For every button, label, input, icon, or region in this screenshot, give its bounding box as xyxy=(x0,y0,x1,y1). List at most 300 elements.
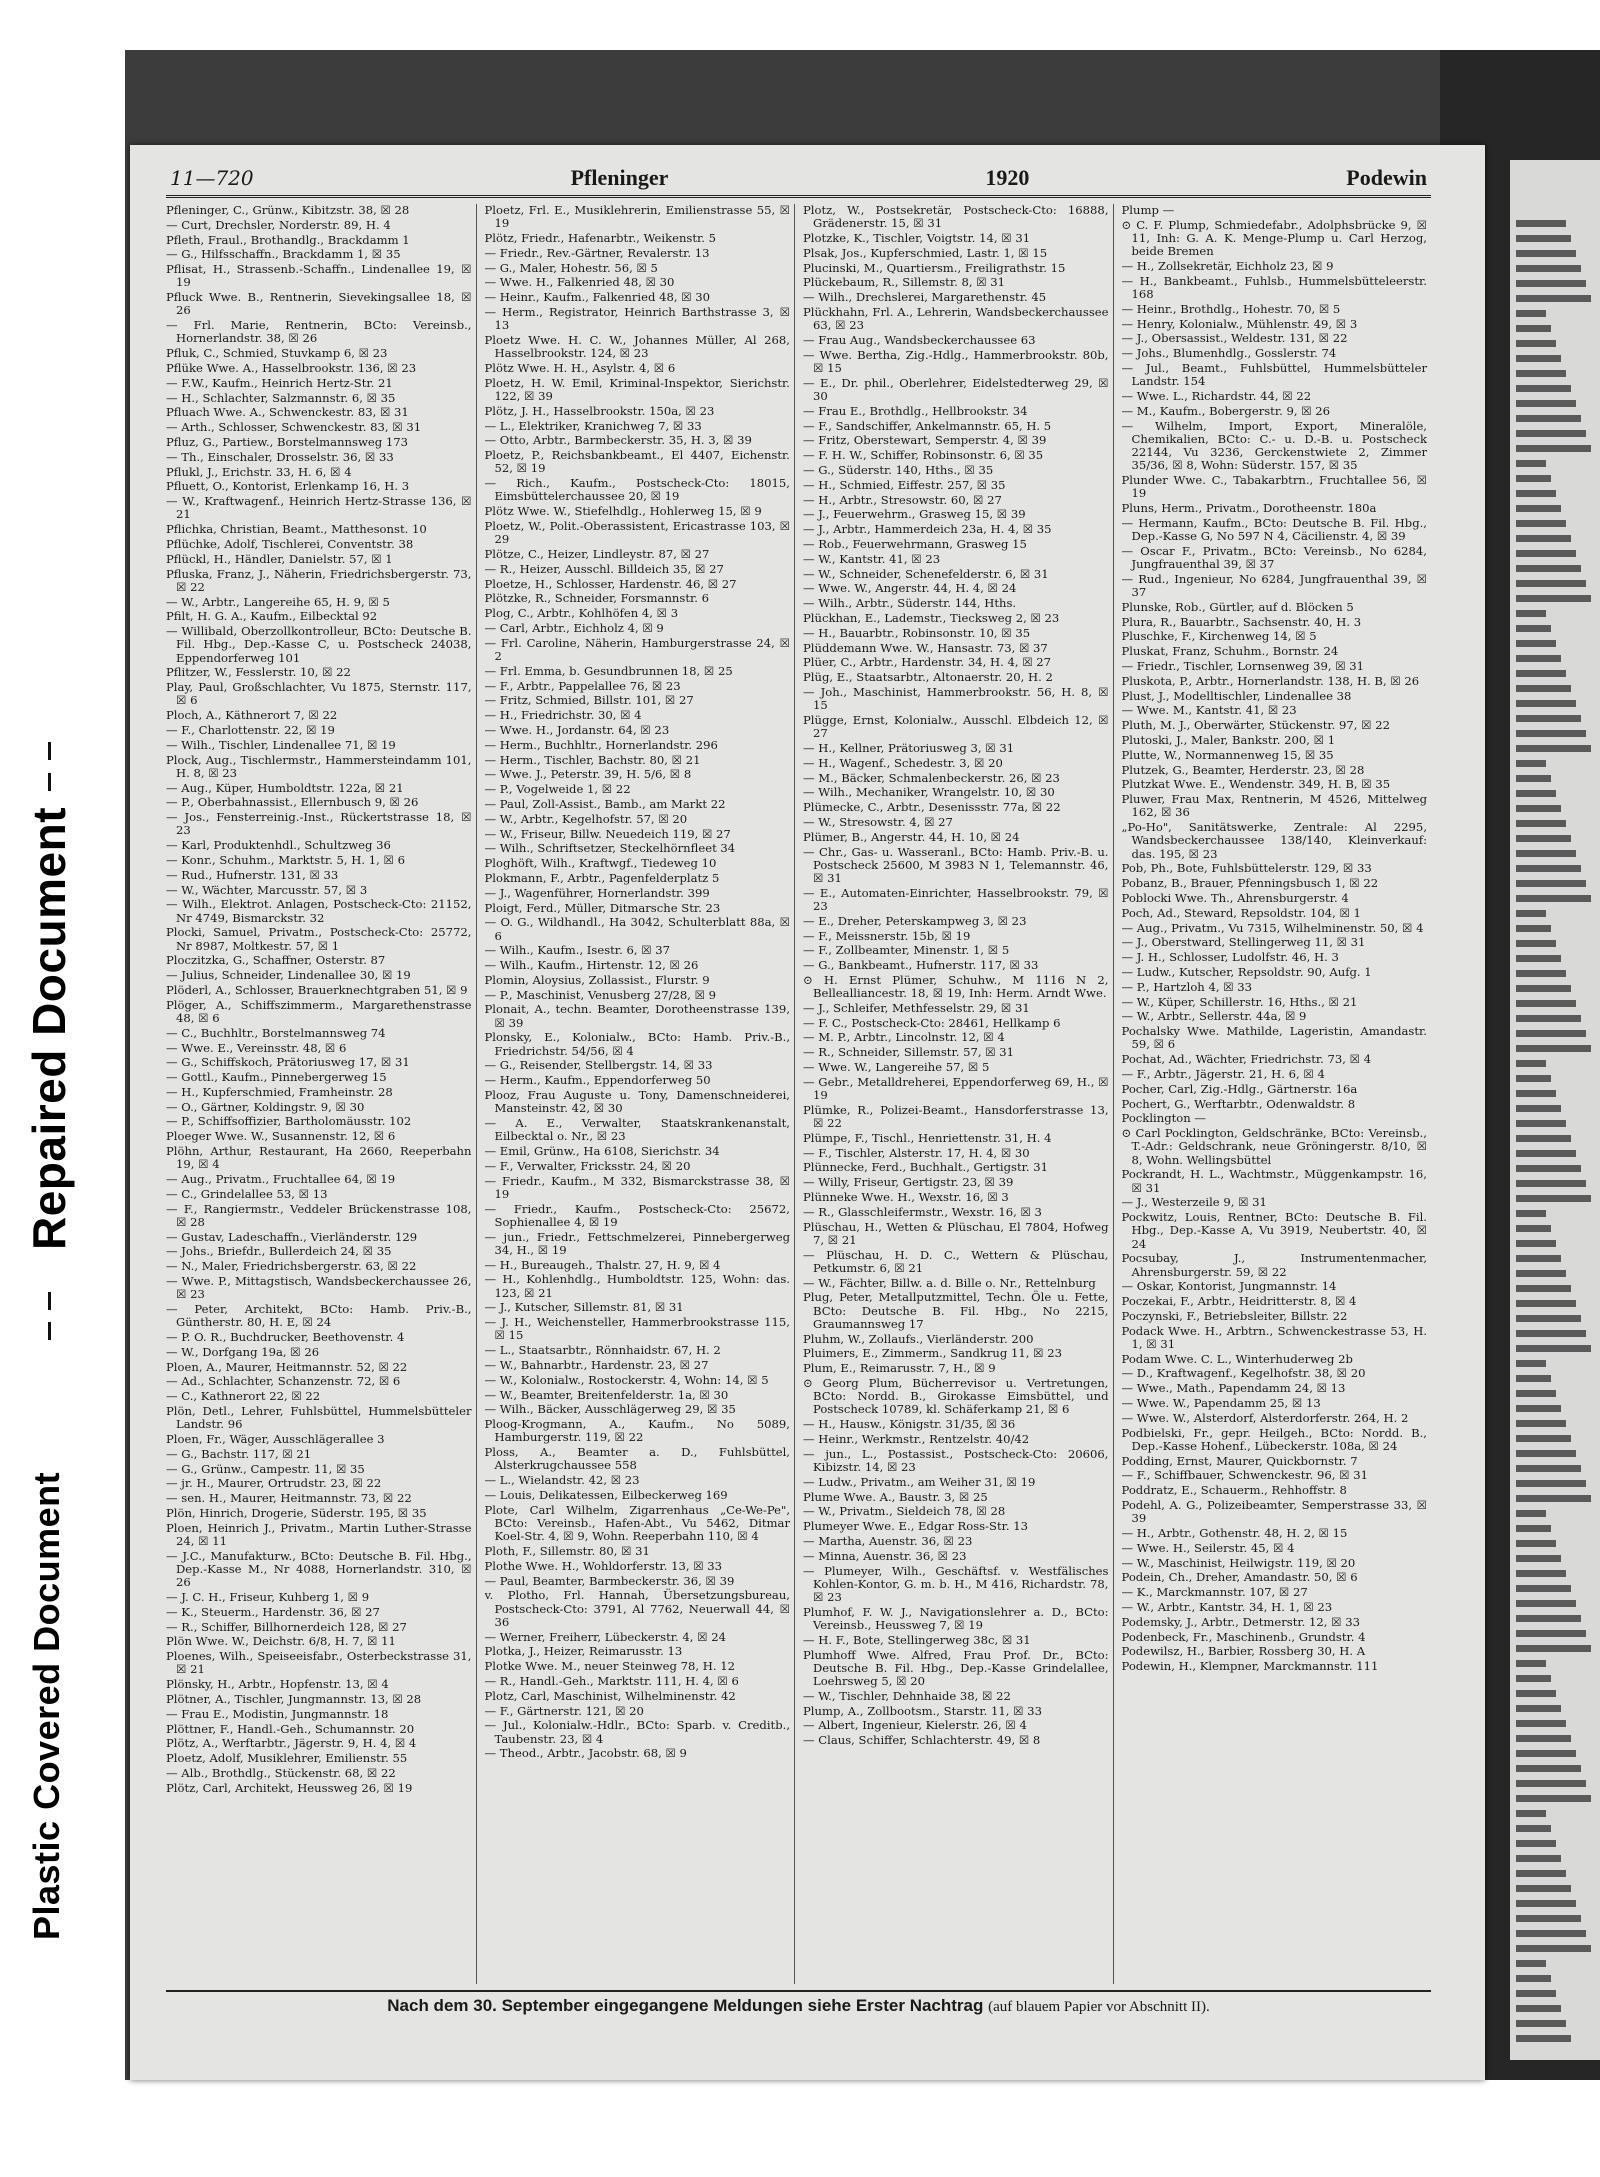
directory-entry: Plötz, Carl, Architekt, Heussweg 26, ☒ 19 xyxy=(166,1780,413,1795)
directory-entry: — R., Handl.-Geh., Marktstr. 111, H. 4, ☒ 6 xyxy=(484,1674,739,1689)
directory-entry: Pochat, Ad., Wächter, Friedrichstr. 73, ☒ 4 xyxy=(1121,1052,1372,1067)
directory-entry: Ploenes, Wilh., Speiseeisfabr., Osterbeckstrasse 31, ☒ 21 xyxy=(166,1649,472,1677)
directory-entry: — F.W., Kaufm., Heinrich Hertz-Str. 21 xyxy=(166,375,393,390)
directory-entry: Plüschau, H., Wetten & Plüschau, El 7804, Hofweg 7, ☒ 21 xyxy=(803,1219,1109,1247)
directory-entry: Plutte, W., Normannenweg 15, ☒ 35 xyxy=(1121,747,1334,762)
repaired-document-stamp: Repaired Document xyxy=(23,806,75,1250)
adjacent-text-stroke xyxy=(1516,835,1571,842)
directory-entry: Pfluett, O., Kontorist, Erlenkamp 16, H. 3 xyxy=(166,479,410,494)
directory-entry: „Po-Ho", Sanitätswerke, Zentrale: Al 2295, Wandsbeckerchaussee 138/140, Kleinverkauf: das. 195, ☒ 23 xyxy=(1121,820,1427,861)
adjacent-text-stroke xyxy=(1516,1465,1581,1472)
directory-entry: — Paul, Zoll-Assist., Bamb., am Markt 22 xyxy=(484,796,726,811)
directory-entry: Plotzke, K., Tischler, Voigtstr. 14, ☒ 31 xyxy=(803,231,1031,245)
adjacent-text-stroke xyxy=(1516,1300,1576,1307)
directory-entry: — Jul., Kolonialw.-Hdlr., BCto: Sparb. v. Creditb., Taubenstr. 23, ☒ 4 xyxy=(484,1718,790,1746)
directory-entry: — F., Gärtnerstr. 121, ☒ 20 xyxy=(484,1703,644,1718)
directory-entry: — Frl. Caroline, Näherin, Hamburgerstrasse 24, ☒ 2 xyxy=(484,635,790,663)
directory-entry: Ploth, F., Sillemstr. 80, ☒ 31 xyxy=(484,1544,650,1559)
adjacent-text-stroke xyxy=(1516,250,1576,257)
directory-entry: Ploetz, Frl. E., Musiklehrerin, Emilienstrasse 55, ☒ 19 xyxy=(484,204,790,231)
directory-entry: — Wwe. Bertha, Zig.-Hdlg., Hammerbrookstr. 80b, ☒ 15 xyxy=(803,347,1109,375)
directory-entry: Podewin, H., Klempner, Marckmannstr. 111 xyxy=(1121,1659,1379,1674)
adjacent-text-stroke xyxy=(1516,295,1591,302)
adjacent-text-stroke xyxy=(1516,1495,1591,1502)
adjacent-text-stroke xyxy=(1516,1165,1581,1172)
directory-entry: — P., Vogelweide 1, ☒ 22 xyxy=(484,782,631,797)
directory-entry: — jun., L., Postassist., Postscheck-Cto: 20606, Kibizstr. 14, ☒ 23 xyxy=(803,1446,1109,1475)
adjacent-text-stroke xyxy=(1516,655,1561,662)
adjacent-text-stroke xyxy=(1516,1000,1576,1007)
directory-entry: — Th., Einschaler, Drosselstr. 36, ☒ 33 xyxy=(166,449,394,464)
directory-entry: — Werner, Freiherr, Lübeckerstr. 4, ☒ 24 xyxy=(484,1629,726,1644)
directory-entry: — Chr., Gas- u. Wasseranl., BCto: Hamb. Priv.-B. u. Postscheck 25600, M 3983 N 1, Telemannstr. 46, ☒ 31 xyxy=(803,844,1109,885)
directory-entry: Ploetz, W., Polit.-Oberassistent, Ericastrasse 103, ☒ 29 xyxy=(484,518,790,547)
directory-entry: Plümer, B., Angerstr. 44, H. 10, ☒ 24 xyxy=(803,829,1020,844)
directory-entry: Plumhoff Wwe. Alfred, Frau Prof. Dr., BCto: Deutsche B. Fil. Hbg., Dep.-Kasse Grindelallee, Loehrsweg 5, ☒ 20 xyxy=(803,1647,1109,1689)
adjacent-text-stroke xyxy=(1516,1225,1551,1232)
directory-entry: Pluns, Herm., Privatm., Dorotheenstr. 180a xyxy=(1121,500,1377,515)
directory-entry: — Ludw., Kutscher, Repsoldstr. 90, Aufg. 1 xyxy=(1121,964,1372,979)
adjacent-text-stroke xyxy=(1516,1525,1551,1532)
adjacent-text-stroke xyxy=(1516,805,1561,812)
directory-entry: — Wilh., Arbtr., Süderstr. 144, Hths. xyxy=(803,596,1017,611)
directory-entry: Pfleninger, C., Grünw., Kibitzstr. 38, ☒ 28 xyxy=(166,204,410,217)
directory-entry: — Wwe. W., Alsterdorf, Alsterdorferstr. 264, H. 2 xyxy=(1121,1410,1409,1425)
directory-entry: — M., Kaufm., Bobergerstr. 9, ☒ 26 xyxy=(1121,403,1331,418)
adjacent-text-stroke xyxy=(1516,1885,1571,1892)
directory-entry: — W., Wächter, Marcusstr. 57, ☒ 3 xyxy=(166,882,368,897)
directory-entry: — H., Zollsekretär, Eichholz 23, ☒ 9 xyxy=(1121,259,1334,273)
adjacent-text-stroke xyxy=(1516,865,1581,872)
directory-entry: — Paul, Beamter, Barmbeckerstr. 36, ☒ 39 xyxy=(484,1573,735,1588)
directory-entry: Pfluk, C., Schmied, Stuvkamp 6, ☒ 23 xyxy=(166,346,388,361)
directory-entry: Ploetz, P., Reichsbankbeamt., El 4407, Eichenstr. 52, ☒ 19 xyxy=(484,448,790,476)
directory-entry: Plum, E., Reimarusstr. 7, H., ☒ 9 xyxy=(803,1361,996,1376)
adjacent-text-stroke xyxy=(1516,1990,1556,1997)
directory-entry: — K., Marckmannstr. 107, ☒ 27 xyxy=(1121,1585,1308,1600)
directory-entry: — Hermann, Kaufm., BCto: Deutsche B. Fil. Hbg., Dep.-Kasse G, No 597 N 4, Cäcilienstr. 4, ☒ 39 xyxy=(1121,515,1427,543)
adjacent-text-stroke xyxy=(1516,1630,1586,1637)
directory-entry: — Wilh., Kaufm., Hirtenstr. 12, ☒ 26 xyxy=(484,958,699,973)
directory-entry: Plump, A., Zollbootsm., Starstr. 11, ☒ 33 xyxy=(803,1703,1042,1718)
adjacent-text-stroke xyxy=(1516,1705,1561,1712)
adjacent-text-stroke xyxy=(1516,1240,1556,1247)
directory-entry: — H., Kohlenhdlg., Humboldtstr. 125, Wohn: das. 123, ☒ 21 xyxy=(484,1272,790,1300)
directory-entry: — jun., Friedr., Fettschmelzerei, Pinnebergerweg 34, H., ☒ 19 xyxy=(484,1229,790,1257)
directory-entry: Pflückl, H., Händler, Danielstr. 57, ☒ 1 xyxy=(166,551,393,566)
directory-entry: — Gottl., Kaufm., Pinnebergerweg 15 xyxy=(166,1070,387,1085)
directory-entry: Pflisat, H., Strassenb.-Schaffn., Lindenallee 19, ☒ 19 xyxy=(166,262,472,290)
directory-entry: — Wwe. L., Richardstr. 44, ☒ 22 xyxy=(1121,388,1312,403)
directory-entry: Poczynski, F., Betriebsleiter, Billstr. 22 xyxy=(1121,1308,1348,1323)
adjacent-text-stroke xyxy=(1516,1060,1546,1067)
adjacent-text-stroke xyxy=(1516,430,1586,437)
directory-entry: — Julius, Schneider, Lindenallee 30, ☒ 19 xyxy=(166,968,411,983)
adjacent-text-stroke xyxy=(1516,2005,1561,2012)
directory-entry: — Oscar F., Privatm., BCto: Vereinsb., No 6284, Jungfrauenthal 39, ☒ 37 xyxy=(1121,543,1427,571)
directory-entry: — F., Arbtr., Pappelallee 76, ☒ 23 xyxy=(484,678,681,693)
directory-entry: — Aug., Küper, Humboldtstr. 122a, ☒ 21 xyxy=(166,780,404,795)
adjacent-text-stroke xyxy=(1516,1540,1556,1547)
directory-entry: — L., Elektriker, Kranichweg 7, ☒ 33 xyxy=(484,418,702,433)
directory-entry: — Arth., Schlosser, Schwenckestr. 83, ☒ 31 xyxy=(166,420,422,435)
adjacent-text-stroke xyxy=(1516,2035,1571,2042)
adjacent-page-edge xyxy=(1510,160,1600,2060)
directory-entry: — R., Heizer, Ausschl. Billdeich 35, ☒ 27 xyxy=(484,561,724,576)
directory-entry: — J. C. H., Friseur, Kuhberg 1, ☒ 9 xyxy=(166,1590,370,1605)
directory-entry: — J., Kutscher, Sillemstr. 81, ☒ 31 xyxy=(484,1300,684,1315)
directory-entry: — Claus, Schiffer, Schlachterstr. 49, ☒ 8 xyxy=(803,1733,1041,1748)
directory-entry: Ploch, A., Käthnerort 7, ☒ 22 xyxy=(166,708,338,723)
directory-entry: — Herm., Buchhltr., Hornerlandstr. 296 xyxy=(484,737,718,752)
directory-entry: — Rich., Kaufm., Postscheck-Cto: 18015, Eimsbüttelerchaussee 20, ☒ 19 xyxy=(484,476,790,504)
directory-entry: — P., Hartzloh 4, ☒ 33 xyxy=(1121,979,1253,994)
adjacent-text-stroke xyxy=(1516,1270,1566,1277)
directory-entry: — Rud., Ingenieur, No 6284, Jungfrauenthal 39, ☒ 37 xyxy=(1121,571,1427,599)
directory-entry: ⊙ Carl Pocklington, Geldschränke, BCto: Vereinsb., T.-Adr.: Geldschrank, neue Gröningerstr. 8/10, ☒ 8, Wohn. Wellingsbüttel xyxy=(1121,1126,1427,1167)
directory-entry: — Konr., Schuhm., Marktstr. 5, H. 1, ☒ 6 xyxy=(166,852,405,867)
adjacent-text-stroke xyxy=(1516,1750,1576,1757)
directory-entry: — Wilh., Bäcker, Ausschlägerweg 29, ☒ 35 xyxy=(484,1402,736,1417)
directory-entry: — Aug., Privatm., Fruchtallee 64, ☒ 19 xyxy=(166,1172,396,1187)
directory-entry: Plümpe, F., Tischl., Henriettenstr. 31, H. 4 xyxy=(803,1130,1052,1145)
adjacent-text-stroke xyxy=(1516,220,1566,227)
directory-entry: Pob, Ph., Bote, Fuhlsbüttelerstr. 129, ☒ 33 xyxy=(1121,861,1372,876)
directory-entry: — F., Zollbeamter, Minenstr. 1, ☒ 5 xyxy=(803,943,1010,958)
directory-entry: — Aug., Privatm., Vu 7315, Wilhelminenstr. 50, ☒ 4 xyxy=(1121,920,1424,935)
directory-entry: — G., Bachstr. 117, ☒ 21 xyxy=(166,1446,312,1461)
directory-entry: — Martha, Auenstr. 36, ☒ 23 xyxy=(803,1534,973,1549)
directory-entry: Plümecke, C., Arbtr., Desenissstr. 77a, ☒ 22 xyxy=(803,800,1061,815)
adjacent-text-stroke xyxy=(1516,580,1586,587)
adjacent-text-stroke xyxy=(1516,490,1556,497)
adjacent-text-stroke xyxy=(1516,1915,1581,1922)
directory-entry: Plokmann, F., Arbtr., Pagenfelderplatz 5 xyxy=(484,870,720,885)
directory-entry: Pluskat, Franz, Schuhm., Bornstr. 24 xyxy=(1121,644,1339,659)
adjacent-text-stroke xyxy=(1516,1195,1591,1202)
directory-entry: — W., Kantstr. 41, ☒ 23 xyxy=(803,551,941,566)
adjacent-text-stroke xyxy=(1516,1960,1546,1967)
directory-entry: — Jos., Fensterreinig.-Inst., Rückertstrasse 18, ☒ 23 xyxy=(166,810,472,838)
directory-entry: Pfluz, G., Partiew., Borstelmannsweg 173 xyxy=(166,434,408,449)
adjacent-text-stroke xyxy=(1516,1765,1581,1772)
directory-entry: — Heinr., Brothdlg., Hohestr. 70, ☒ 5 xyxy=(1121,301,1341,316)
directory-entry: — Frau Aug., Wandsbeckerchaussee 63 xyxy=(803,332,1036,347)
directory-entry: — H. F., Bote, Stellingerweg 38c, ☒ 31 xyxy=(803,1632,1031,1647)
directory-entry: Pluwer, Frau Max, Rentnerin, M 4526, Mittelweg 162, ☒ 36 xyxy=(1121,792,1427,820)
directory-entry: Plotz, Carl, Maschinist, Wilhelminenstr. 42 xyxy=(484,1688,736,1703)
directory-entry: — J. H., Weichensteller, Hammerbrookstrasse 115, ☒ 15 xyxy=(484,1315,790,1343)
header-year: 1920 xyxy=(985,165,1030,190)
directory-entry: — Friedr., Rev.-Gärtner, Revalerstr. 13 xyxy=(484,245,710,260)
directory-entry: — H., Schlachter, Salzmannstr. 6, ☒ 35 xyxy=(166,390,396,405)
adjacent-text-stroke xyxy=(1516,1375,1551,1382)
adjacent-text-stroke xyxy=(1516,1645,1591,1652)
stamp-dash xyxy=(48,773,51,791)
directory-entry: Plutoski, J., Maler, Bankstr. 200, ☒ 1 xyxy=(1121,732,1336,747)
adjacent-text-stroke xyxy=(1516,1930,1586,1937)
directory-entry: — J.C., Manufakturw., BCto: Deutsche B. Fil. Hbg., Dep.-Kasse M., Nr 4088, Hornerlandstr. 310, ☒ 26 xyxy=(166,1548,472,1590)
directory-entry: Plura, R., Bauarbtr., Sachsenstr. 40, H. 3 xyxy=(1121,614,1362,629)
directory-entry: Podein, Ch., Dreher, Amandastr. 50, ☒ 6 xyxy=(1121,1570,1358,1585)
directory-entry: — Albert, Ingenieur, Kielerstr. 26, ☒ 4 xyxy=(803,1718,1027,1733)
directory-entry: — C., Grindelallee 53, ☒ 13 xyxy=(166,1186,328,1201)
adjacent-text-stroke xyxy=(1516,1585,1571,1592)
adjacent-text-stroke xyxy=(1516,460,1546,467)
directory-entry: Pobanz, B., Brauer, Pfenningsbusch 1, ☒ 22 xyxy=(1121,876,1379,891)
directory-entry: — P., Oberbahnassist., Ellernbusch 9, ☒ 26 xyxy=(166,795,419,810)
directory-entry: — Willy, Friseur, Gertigstr. 23, ☒ 39 xyxy=(803,1175,1014,1190)
directory-entry: Pluskota, P., Arbtr., Hornerlandstr. 138, H. B, ☒ 26 xyxy=(1121,673,1420,688)
directory-entry: — F., Sandschiffer, Ankelmannstr. 65, H. 5 xyxy=(803,418,1052,433)
directory-entry: — Wilhelm, Import, Export, Mineralöle, Chemikalien, BCto: C.- u. D.-B. u. Postscheck 22144, Vu 3236, Gerckenstwiete 2, Zimmer 35/36, ☒ 8, Wohn: Süderstr. 157, ☒ 35 xyxy=(1121,418,1427,473)
directory-page xyxy=(130,145,1485,2080)
adjacent-text-stroke xyxy=(1516,1450,1576,1457)
plastic-covered-stamp: Plastic Covered Document xyxy=(26,1471,67,1940)
directory-entry: Plückebaum, R., Sillemstr. 8, ☒ 31 xyxy=(803,275,1006,290)
directory-entry: — H., Schmied, Eiffestr. 257, ☒ 35 xyxy=(803,477,1006,492)
directory-entry: — Otto, Arbtr., Barmbeckerstr. 35, H. 3, ☒ 39 xyxy=(484,433,752,448)
directory-entry: Plötz, J. H., Hasselbrookstr. 150a, ☒ 23 xyxy=(484,403,715,418)
directory-entry: — Wwe. P., Mittagstisch, Wandsbeckerchaussee 26, ☒ 23 xyxy=(166,1274,472,1302)
directory-entry: — F., Meissnerstr. 15b, ☒ 19 xyxy=(803,928,971,943)
directory-entry: — Wwe. H., Seilerstr. 45, ☒ 4 xyxy=(1121,1540,1295,1555)
adjacent-text-stroke xyxy=(1516,850,1576,857)
directory-entry: Plumhof, F. W. J., Navigationslehrer a. D., BCto: Vereinsb., Heussweg 7, ☒ 19 xyxy=(803,1604,1109,1633)
adjacent-text-stroke xyxy=(1516,610,1546,617)
adjacent-text-stroke xyxy=(1516,1255,1561,1262)
adjacent-text-stroke xyxy=(1516,1840,1556,1847)
directory-entry: Pflüke Wwe. A., Hasselbrookstr. 136, ☒ 23 xyxy=(166,360,417,375)
directory-entry: — Johs., Briefdr., Bullerdeich 24, ☒ 35 xyxy=(166,1244,392,1259)
directory-entry: — Rud., Hufnerstr. 131, ☒ 33 xyxy=(166,867,339,882)
directory-entry: — P., Schiffsoffizier, Bartholomäusstr. 102 xyxy=(166,1114,412,1129)
directory-entry: — J., Feuerwehrm., Grasweg 15, ☒ 39 xyxy=(803,507,1026,522)
directory-entry: Pochert, G., Werftarbtr., Odenwaldstr. 8 xyxy=(1121,1096,1356,1111)
directory-entry: Plutzkat Wwe. E., Wendenstr. 349, H. B, ☒ 35 xyxy=(1121,777,1391,792)
directory-entry: — jr. H., Maurer, Ortrudstr. 23, ☒ 22 xyxy=(166,1476,382,1491)
adjacent-text-stroke xyxy=(1516,1900,1576,1907)
directory-entry: — Wilh., Tischler, Lindenallee 71, ☒ 19 xyxy=(166,737,396,752)
directory-entry: Plüddemann Wwe. W., Hansastr. 73, ☒ 37 xyxy=(803,640,1048,655)
directory-column-2 xyxy=(485,204,796,1984)
directory-entry: Pfluska, Franz, J., Näherin, Friedrichsbergerstr. 73, ☒ 22 xyxy=(166,566,472,594)
adjacent-text-stroke xyxy=(1516,1780,1586,1787)
adjacent-text-stroke xyxy=(1516,1075,1551,1082)
directory-entry: — P., Maschinist, Venusberg 27/28, ☒ 9 xyxy=(484,987,717,1002)
directory-entry: — W., Küper, Schillerstr. 16, Hths., ☒ 21 xyxy=(1121,994,1358,1009)
directory-entry: Plückhan, E., Lademstr., Tiecksweg 2, ☒ 23 xyxy=(803,610,1060,625)
directory-entry: — Ad., Schlachter, Schanzenstr. 72, ☒ 6 xyxy=(166,1374,401,1389)
adjacent-text-stroke xyxy=(1516,280,1586,287)
directory-entry: Plönsky, H., Arbtr., Hopfenstr. 13, ☒ 4 xyxy=(166,1677,389,1692)
directory-entry: — W., Beamter, Breitenfelderstr. 1a, ☒ 30 xyxy=(484,1387,729,1402)
directory-entry: Poblocki Wwe. Th., Ahrensburgerstr. 4 xyxy=(1121,890,1349,905)
directory-entry: — F., Rangiermstr., Veddeler Brückenstrasse 108, ☒ 28 xyxy=(166,1201,472,1229)
directory-entry: Plog, C., Arbtr., Kohlhöfen 4, ☒ 3 xyxy=(484,606,679,621)
adjacent-text-stroke xyxy=(1516,1210,1546,1217)
directory-entry: — W., Arbtr., Sellerstr. 44a, ☒ 9 xyxy=(1121,1009,1307,1024)
adjacent-text-stroke xyxy=(1516,385,1571,392)
directory-entry: Plötz Wwe. H. H., Asylstr. 4, ☒ 6 xyxy=(484,360,676,375)
adjacent-text-stroke xyxy=(1516,925,1551,932)
page-footer xyxy=(166,1990,1431,2016)
directory-entry: — Herm., Tischler, Bachstr. 80, ☒ 21 xyxy=(484,752,701,767)
adjacent-text-stroke xyxy=(1516,1285,1571,1292)
directory-entry: — Emil, Grünw., Ha 6108, Sierichstr. 34 xyxy=(484,1144,720,1159)
directory-entry: Ploghöft, Wilh., Kraftwgf., Tiedeweg 10 xyxy=(484,856,717,871)
directory-entry: Poddratz, E., Schauerm., Rehhoffstr. 8 xyxy=(1121,1483,1347,1498)
directory-entry: — Karl, Produktenhdl., Schultzweg 36 xyxy=(166,838,391,853)
page-content xyxy=(166,165,1431,2055)
directory-entry: Pfluck Wwe. B., Rentnerin, Sievekingsallee 18, ☒ 26 xyxy=(166,290,472,318)
adjacent-text-stroke xyxy=(1516,910,1546,917)
directory-entry: — J. H., Schlosser, Ludolfstr. 46, H. 3 xyxy=(1121,950,1339,965)
directory-entry: Podehl, A. G., Polizeibeamter, Semperstrasse 33, ☒ 39 xyxy=(1121,1498,1427,1526)
directory-entry: Plug, Peter, Metallputzmittel, Techn. Öle u. Fette, BCto: Deutsche B. Fil. Hbg., No 2215, Graumannsweg 17 xyxy=(803,1290,1109,1331)
directory-entry: — H., Kupferschmied, Framheinstr. 28 xyxy=(166,1084,393,1099)
adjacent-text-stroke xyxy=(1516,985,1571,992)
directory-entry: Ploetze, H., Schlosser, Hardenstr. 46, ☒ 27 xyxy=(484,576,737,591)
directory-entry: — J., Westerzeile 9, ☒ 31 xyxy=(1121,1195,1267,1210)
directory-entry: Podenbeck, Fr., Maschinenb., Grundstr. 4 xyxy=(1121,1629,1366,1644)
directory-entry: — W., Stresowstr. 4, ☒ 27 xyxy=(803,814,953,829)
adjacent-text-stroke xyxy=(1516,1615,1581,1622)
adjacent-text-stroke xyxy=(1516,1090,1556,1097)
directory-entry: Plucinski, M., Quartiersm., Freiligrathstr. 15 xyxy=(803,260,1066,275)
directory-entry: Plomin, Aloysius, Zollassist., Flurstr. 9 xyxy=(484,972,710,987)
directory-entry: — Wwe. W., Angerstr. 44, H. 4, ☒ 24 xyxy=(803,581,1017,596)
directory-entry: Pfilt, H. G. A., Kaufm., Eilbecktal 92 xyxy=(166,609,378,624)
directory-entry: Plöttner, F., Handl.-Geh., Schumannstr. 20 xyxy=(166,1721,415,1736)
directory-column-4 xyxy=(1122,204,1432,1984)
directory-entry: Pockwitz, Louis, Rentner, BCto: Deutsche B. Fil. Hbg., Dep.-Kasse A, Vu 3919, Neubertstr. 40, ☒ 24 xyxy=(1121,1210,1427,1251)
directory-entry: — R., Schneider, Sillemstr. 57, ☒ 31 xyxy=(803,1045,1015,1060)
adjacent-text-stroke xyxy=(1516,670,1566,677)
adjacent-text-stroke xyxy=(1516,565,1581,572)
directory-entry: — Plüschau, H. D. C., Wettern & Plüschau, Petkumstr. 6, ☒ 21 xyxy=(803,1247,1109,1275)
adjacent-text-stroke xyxy=(1516,370,1566,377)
directory-entry: — Wwe. H., Falkenried 48, ☒ 30 xyxy=(484,275,675,290)
adjacent-text-stroke xyxy=(1516,1135,1571,1142)
adjacent-text-stroke xyxy=(1516,1825,1551,1832)
adjacent-text-stroke xyxy=(1516,1120,1566,1127)
adjacent-text-stroke xyxy=(1516,475,1551,482)
directory-entry: Plötze, C., Heizer, Lindleystr. 87, ☒ 27 xyxy=(484,546,710,561)
adjacent-text-stroke xyxy=(1516,445,1591,452)
directory-entry: — Wwe. M., Kantstr. 41, ☒ 23 xyxy=(1121,703,1297,718)
adjacent-text-stroke xyxy=(1516,1480,1586,1487)
directory-entry: Ploetz, H. W. Emil, Kriminal-Inspektor, Sierichstr. 122, ☒ 39 xyxy=(484,375,790,403)
directory-entry: Ploss, A., Beamter a. D., Fuhlsbüttel, Alsterkrugchaussee 558 xyxy=(484,1445,790,1473)
adjacent-text-stroke xyxy=(1516,340,1556,347)
directory-entry: Plückhahn, Frl. A., Lehrerin, Wandsbeckerchaussee 63, ☒ 23 xyxy=(803,304,1109,333)
directory-entry: Pflukl, J., Erichstr. 33, H. 6, ☒ 4 xyxy=(166,464,352,479)
directory-entry: Ploetz, Adolf, Musiklehrer, Emilienstr. 55 xyxy=(166,1751,408,1766)
directory-entry: — P. O. R., Buchdrucker, Beethovenstr. 4 xyxy=(166,1330,405,1345)
footer-notice: Nach dem 30. September eingegangene Meldungen siehe Erster Nachtrag xyxy=(387,1996,984,2015)
directory-entry: Plüg, E., Staatsarbtr., Altonaerstr. 20, H. 2 xyxy=(803,670,1053,685)
adjacent-text-stroke xyxy=(1516,1600,1576,1607)
directory-entry: — F., Arbtr., Jägerstr. 21, H. 6, ☒ 4 xyxy=(1121,1066,1325,1081)
scan-background xyxy=(125,50,1600,2080)
directory-entry: Plutzek, G., Beamter, Herderstr. 23, ☒ 28 xyxy=(1121,762,1365,777)
directory-entry: — D., Kraftwagenf., Kegelhofstr. 38, ☒ 20 xyxy=(1121,1366,1366,1381)
adjacent-text-stroke xyxy=(1516,1660,1546,1667)
directory-entry: Plocki, Samuel, Privatm., Postscheck-Cto: 25772, Nr 8987, Moltkestr. 57, ☒ 1 xyxy=(166,925,472,953)
directory-entry: Plön, Detl., Lehrer, Fuhlsbüttel, Hummelsbütteler Landstr. 96 xyxy=(166,1404,472,1432)
directory-entry: — Henry, Kolonialw., Mühlenstr. 49, ☒ 3 xyxy=(1121,316,1358,331)
directory-entry: — R., Schiffer, Billhornerdeich 128, ☒ 27 xyxy=(166,1619,407,1634)
directory-entry: Plock, Aug., Tischlermstr., Hammersteindamm 101, H. 8, ☒ 23 xyxy=(166,752,472,780)
adjacent-text-stroke xyxy=(1516,400,1576,407)
directory-entry: — Louis, Delikatessen, Eilbeckerweg 169 xyxy=(484,1488,728,1503)
header-last-name: Podewin xyxy=(1346,165,1427,190)
directory-entry: Play, Paul, Großschlachter, Vu 1875, Sternstr. 117, ☒ 6 xyxy=(166,680,472,708)
directory-entry: — J., Arbtr., Hammerdeich 23a, H. 4, ☒ 35 xyxy=(803,522,1052,537)
adjacent-text-stroke xyxy=(1516,1360,1546,1367)
adjacent-text-stroke xyxy=(1516,535,1571,542)
directory-entry: — E., Dr. phil., Oberlehrer, Eidelstedterweg 29, ☒ 30 xyxy=(803,375,1109,403)
directory-entry: — Minna, Auenstr. 36, ☒ 23 xyxy=(803,1548,967,1563)
directory-entry: — F. H. W., Schiffer, Robinsonstr. 6, ☒ 35 xyxy=(803,448,1044,463)
directory-entry: Plotke Wwe. M., neuer Steinweg 78, H. 12 xyxy=(484,1659,735,1674)
directory-entry: Pocsubay, J., Instrumentenmacher, Ahrensburgerstr. 59, ☒ 22 xyxy=(1121,1251,1427,1279)
directory-entry: — Friedr., Kaufm., M 332, Bismarckstrasse 38, ☒ 19 xyxy=(484,1173,790,1201)
directory-entry: — Carl, Arbtr., Eichholz 4, ☒ 9 xyxy=(484,620,664,635)
directory-entry: — Curt, Drechsler, Norderstr. 89, H. 4 xyxy=(166,217,391,232)
adjacent-text-stroke xyxy=(1516,955,1561,962)
directory-entry: Ploigt, Ferd., Müller, Ditmarsche Str. 23 xyxy=(484,900,721,915)
adjacent-text-stroke xyxy=(1516,1555,1561,1562)
directory-entry: — F., Schiffbauer, Schwenckestr. 96, ☒ 31 xyxy=(1121,1468,1368,1483)
directory-entry: — Frl. Marie, Rentnerin, BCto: Vereinsb., Hornerlandstr. 38, ☒ 26 xyxy=(166,318,472,346)
directory-entry: Plumeyer Wwe. E., Edgar Ross-Str. 13 xyxy=(803,1519,1029,1534)
directory-entry: Pocher, Carl, Zig.-Hdlg., Gärtnerstr. 16a xyxy=(1121,1081,1358,1096)
directory-entry: Pochalsky Wwe. Mathilde, Lageristin, Amandastr. 59, ☒ 6 xyxy=(1121,1024,1427,1052)
adjacent-text-stroke xyxy=(1516,265,1581,272)
directory-entry: — Wwe., Math., Papendamm 24, ☒ 13 xyxy=(1121,1381,1346,1396)
adjacent-text-stroke xyxy=(1516,1690,1556,1697)
directory-entry: — O., Gärtner, Koldingstr. 9, ☒ 30 xyxy=(166,1099,365,1114)
directory-entry: — E., Dreher, Peterskampweg 3, ☒ 23 xyxy=(803,913,1027,928)
directory-entry: — F. C., Postscheck-Cto: 28461, Hellkamp 6 xyxy=(803,1015,1061,1030)
directory-entry: — Wilh., Elektrot. Anlagen, Postscheck-Cto: 21152, Nr 4749, Bismarckstr. 32 xyxy=(166,897,472,925)
directory-entry: — W., Maschinist, Heilwigstr. 119, ☒ 20 xyxy=(1121,1555,1356,1570)
directory-entry: — Peter, Architekt, BCto: Hamb. Priv.-B., Güntherstr. 80, H. E, ☒ 24 xyxy=(166,1302,472,1330)
directory-entry: Pflichka, Christian, Beamt., Matthesonst. 10 xyxy=(166,522,427,537)
directory-entry: Plötz Wwe. W., Stiefelhdlg., Hohlerweg 15, ☒ 9 xyxy=(484,504,762,519)
directory-entry: — F., Charlottenstr. 22, ☒ 19 xyxy=(166,722,335,737)
adjacent-text-stroke xyxy=(1516,820,1566,827)
directory-entry: — Heinr., Kaufm., Falkenried 48, ☒ 30 xyxy=(484,290,711,305)
directory-entry: — G., Maler, Hohestr. 56, ☒ 5 xyxy=(484,260,658,275)
directory-entry: — W., Arbtr., Kegelhofstr. 57, ☒ 20 xyxy=(484,811,688,826)
directory-entry: — W., Schneider, Schenefelderstr. 6, ☒ 31 xyxy=(803,566,1049,581)
directory-entry: — Wilh., Schriftsetzer, Steckelhörnfleet 34 xyxy=(484,841,736,856)
stamp-margin xyxy=(0,0,125,2177)
directory-entry: — E., Automaten-Einrichter, Hasselbrookstr. 79, ☒ 23 xyxy=(803,885,1109,913)
directory-entry: — Ludw., Privatm., am Weiher 31, ☒ 19 xyxy=(803,1474,1036,1489)
adjacent-text-stroke xyxy=(1516,1030,1586,1037)
page-number: 11—720 xyxy=(170,166,254,190)
directory-entry: Plötner, A., Tischler, Jungmannstr. 13, ☒ 28 xyxy=(166,1692,422,1707)
directory-entry: ⊙ H. Ernst Plümer, Schuhw., M 1116 N 2, Bellealliancestr. 18, ☒ 19, Inh: Herm. Arndt Wwe. xyxy=(803,972,1109,1001)
directory-entry: — W., Kolonialw., Rostockerstr. 4, Wohn: 14, ☒ 5 xyxy=(484,1372,769,1387)
directory-entry: — Herm., Kaufm., Eppendorferweg 50 xyxy=(484,1073,711,1088)
adjacent-text-stroke xyxy=(1516,1975,1551,1982)
directory-entry: — G., Reisender, Stellbergstr. 14, ☒ 33 xyxy=(484,1058,713,1073)
